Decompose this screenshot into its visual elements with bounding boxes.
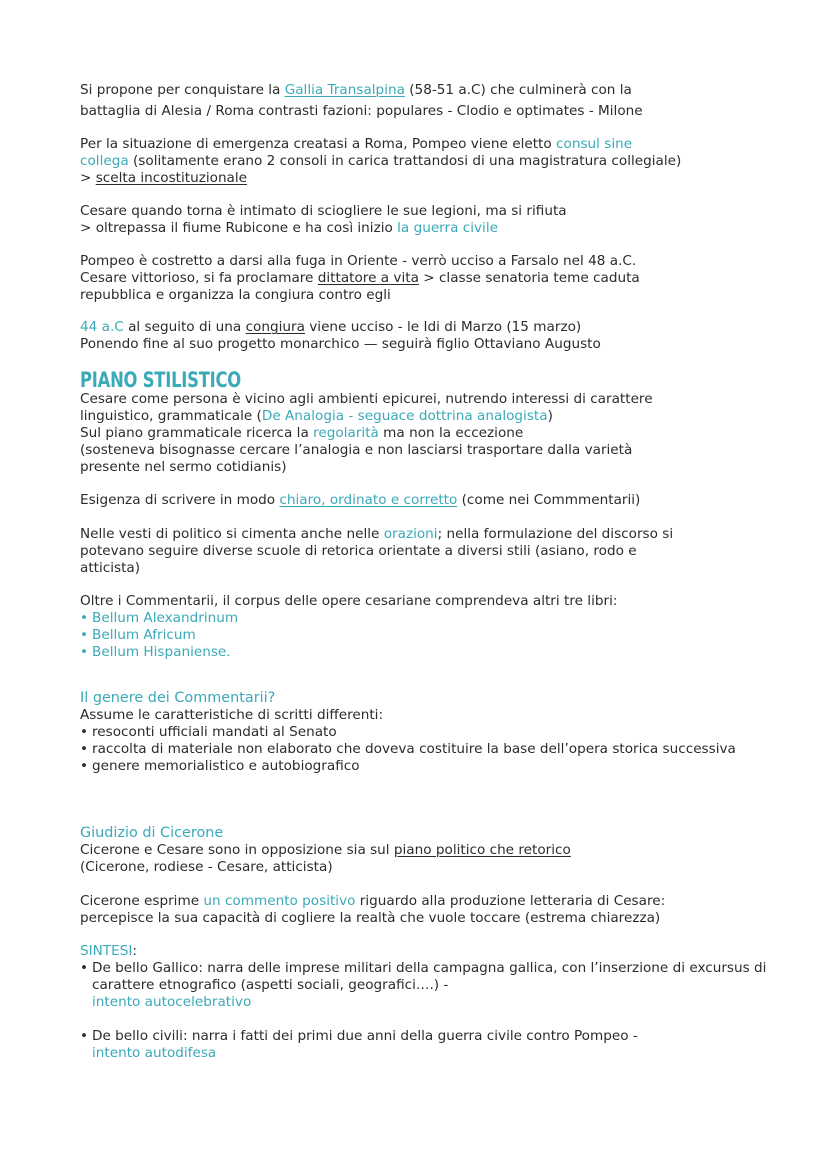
list-item: • De bello Gallico: narra delle imprese militari della campagna gallica, con l’inserzione di excursus di carattere etnografico (aspetti sociali, geografici….) - intento autocelebrativo <box>80 960 770 1011</box>
paragraph-farsalo: Pompeo è costretto a darsi alla fuga in Oriente - verrò ucciso a Farsalo nel 48 a.C. Cesare vittorioso, si fa proclamare dittatore a vita > classe senatoria teme caduta repubblica e organizza la congiura contro egli <box>80 253 640 303</box>
paragraph-idi-marzo: 44 a.C al seguito di una congiura viene ucciso - le Idi di Marzo (15 marzo) Ponendo fine al suo progetto monarchico — seguirà figlio Ottaviano Augusto <box>80 319 601 352</box>
section-giudizio-cicerone: Giudizio di Cicerone Cicerone e Cesare sono in opposizione sia sul piano politico che retorico (Cicerone, rodiese - Cesare, atticista) Cicerone esprime un commento positivo riguardo alla produzione letteraria di Cesare: percepisce la sua capacità di cogliere la realtà che vuole toccare (estrema chiarezza) <box>80 825 770 927</box>
paragraph-esigenza: Esigenza di scrivere in modo chiaro, ordinato e corretto (come nei Commmentarii) <box>80 492 641 508</box>
section-genere-commentarii: Il genere dei Commentarii? Assume le caratteristiche di scritti differenti: • resoconti ufficiali mandati al Senato • raccolta di materiale non elaborato che doveva costituire la base dell’opera storica successiva • genere memorialistico e autobiografico <box>80 690 770 775</box>
paragraph-rubicone: Cesare quando torna è intimato di sciogliere le sue legioni, ma si rifiuta > oltrepassa il fiume Rubicone e ha così inizio la guerra civile <box>80 203 567 236</box>
section-sintesi: SINTESI: • De bello Gallico: narra delle imprese militari della campagna gallica, con l’inserzione di excursus di carattere etnografico (aspetti sociali, geografici….) - intento autocelebrativo • De bello civili: narra i fatti dei primi due anni della guerra civile contro Pompeo - intento autodifesa <box>80 943 770 1062</box>
subheading: Il genere dei Commentarii? <box>80 690 276 706</box>
sintesi-label: SINTESI <box>80 943 133 959</box>
section-heading-piano-stilistico: PIANO STILISTICO <box>80 368 241 392</box>
subheading: Giudizio di Cicerone <box>80 825 224 841</box>
paragraph-gallia: Si propone per conquistare la Gallia Transalpina (58-51 a.C) che culminerà con la battaglia di Alesia / Roma contrasti fazioni: populares - Clodio e optimates - Milone <box>80 82 643 119</box>
list-item: • resoconti ufficiali mandati al Senato <box>80 724 770 741</box>
paragraph-pompeo-consul: Per la situazione di emergenza creatasi a Roma, Pompeo viene eletto consul sine collega (solitamente erano 2 consoli in carica trattandosi di una magistratura collegiale) > scelta incostituzionale <box>80 136 682 186</box>
list-item: • genere memorialistico e autobiografico <box>80 758 770 775</box>
sintesi-list <box>80 960 770 1062</box>
list-item: • Bellum Hispaniense. <box>80 644 770 661</box>
paragraph-epicurei: Cesare come persona è vicino agli ambienti epicurei, nutrendo interessi di carattere linguistico, grammaticale (De Analogia - seguace dottrina analogista) Sul piano grammaticale ricerca la regolarità ma non la eccezione (sosteneva bisognasse cercare l’analogia e non lasciarsi trasportare dalla varietà presente nel sermo cotidianis) <box>80 391 653 475</box>
works-list <box>80 610 770 661</box>
link-gallia-transalpina[interactable]: Gallia Transalpina <box>284 82 405 98</box>
genre-list <box>80 724 770 775</box>
list-item: • Bellum Alexandrinum <box>80 610 770 627</box>
list-item: • De bello civili: narra i fatti dei primi due anni della guerra civile contro Pompeo - intento autodifesa <box>80 1028 770 1062</box>
list-item: • Bellum Africum <box>80 627 770 644</box>
list-item: • raccolta di materiale non elaborato che doveva costituire la base dell’opera storica successiva <box>80 741 770 758</box>
paragraph-orazioni: Nelle vesti di politico si cimenta anche nelle orazioni; nella formulazione del discorso si potevano seguire diverse scuole di retorica orientate a diversi stili (asiano, rodo e atticista) <box>80 526 674 576</box>
paragraph-corpus: Oltre i Commentarii, il corpus delle opere cesariane comprendeva altri tre libri: • Bellum Alexandrinum • Bellum Africum • Bellum Hispaniense. <box>80 593 770 661</box>
